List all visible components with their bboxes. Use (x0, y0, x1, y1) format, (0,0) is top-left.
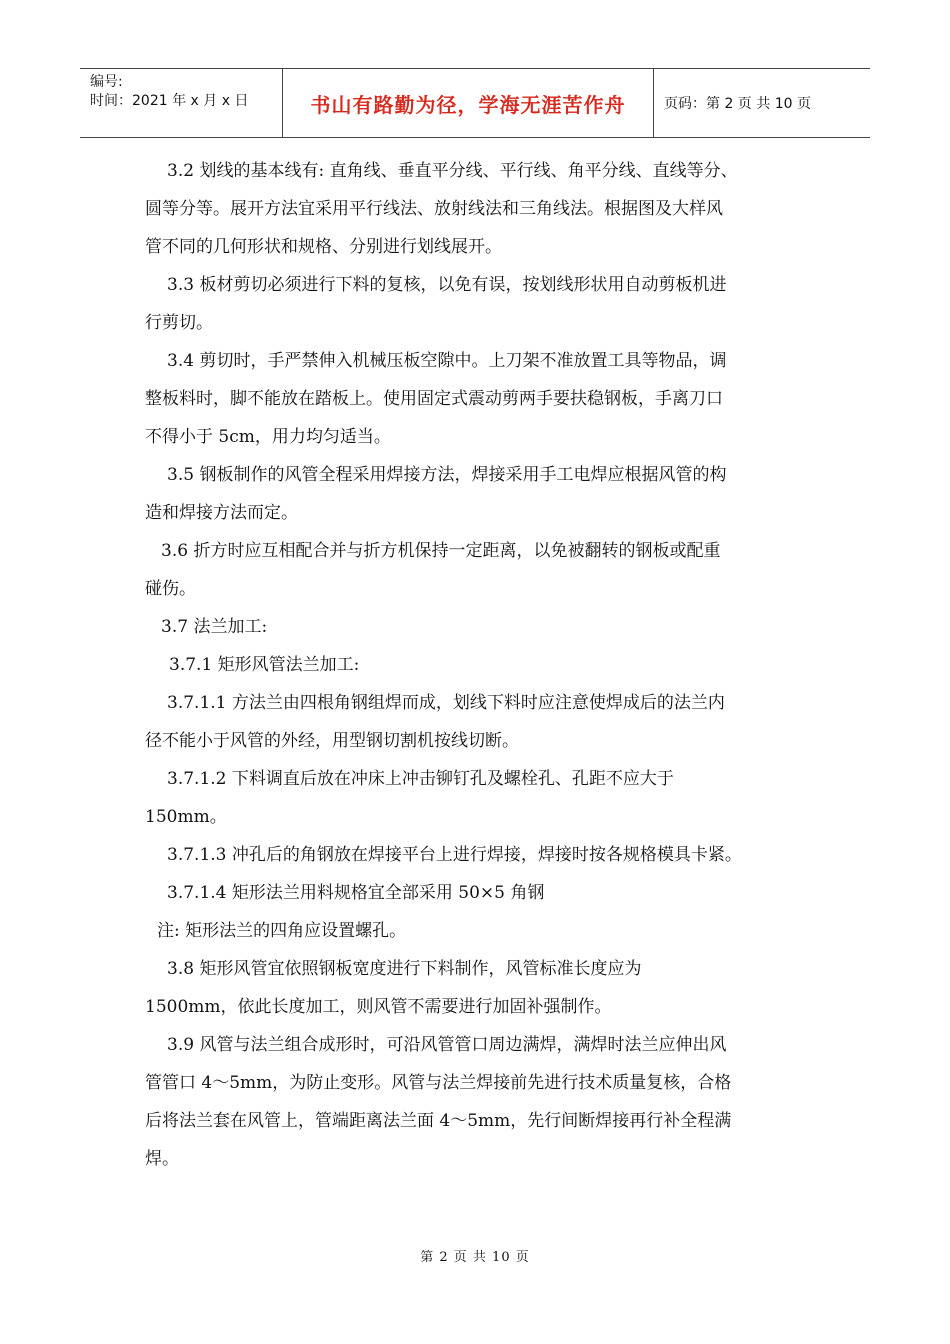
body-line: 碰伤。 (145, 579, 196, 599)
body-line: 3.8 矩形风管宜依照钢板宽度进行下料制作，风管标准长度应为 (167, 959, 642, 979)
header-motto: 书山有路勤为径，学海无涯苦作舟 (310, 92, 626, 117)
body-line: 圆等分等。展开方法宜采用平行线法、放射线法和三角线法。根据图及大样风 (145, 199, 723, 219)
page-footer: 第 2 页 共 10 页 (420, 1250, 530, 1265)
page-header (80, 68, 870, 138)
document-number-label: 编号: (90, 74, 123, 90)
body-line: 3.7 法兰加工: (161, 617, 268, 637)
body-line: 管管口 4～5mm，为防止变形。风管与法兰焊接前先进行技术质量复核，合格 (145, 1073, 732, 1093)
body-line: 后将法兰套在风管上，管端距离法兰面 4～5mm，先行间断焊接再行补全程满 (145, 1111, 732, 1131)
body-line: 不得小于 5cm，用力均匀适当。 (145, 427, 391, 447)
body-line: 3.5 钢板制作的风管全程采用焊接方法，焊接采用手工电焊应根据风管的构 (167, 465, 727, 485)
body-line: 管不同的几何形状和规格、分别进行划线展开。 (145, 237, 502, 257)
header-motto-cell (282, 69, 654, 137)
body-line: 3.3 板材剪切必须进行下料的复核，以免有误，按划线形状用自动剪板机进 (167, 275, 727, 295)
body-line: 3.7.1.4 矩形法兰用料规格宜全部采用 50×5 角钢 (167, 883, 545, 903)
header-left-cell (80, 69, 282, 137)
header-page-info: 页码：第 2 页 共 10 页 (664, 96, 811, 112)
body-line: 3.7.1 矩形风管法兰加工: (169, 655, 360, 675)
body-line: 3.7.1.3 冲孔后的角钢放在焊接平台上进行焊接，焊接时按各规格模具卡紧。 (167, 845, 742, 865)
body-line: 行剪切。 (145, 313, 213, 333)
body-line: 3.2 划线的基本线有: 直角线、垂直平分线、平行线、角平分线、直线等分、 (167, 161, 738, 181)
body-line: 150mm。 (145, 807, 227, 827)
document-body (145, 152, 815, 1178)
body-line: 1500mm，依此长度加工，则风管不需要进行加固补强制作。 (145, 997, 612, 1017)
body-note-line: 注: 矩形法兰的四角应设置螺孔。 (157, 921, 407, 941)
body-line: 径不能小于风管的外经，用型钢切割机按线切断。 (145, 731, 519, 751)
body-line: 焊。 (145, 1149, 179, 1169)
body-line: 整板料时，脚不能放在踏板上。使用固定式震动剪两手要扶稳钢板，手离刀口 (145, 389, 723, 409)
body-line: 3.9 风管与法兰组合成形时，可沿风管管口周边满焊，满焊时法兰应伸出风 (167, 1035, 727, 1055)
body-line: 3.4 剪切时，手严禁伸入机械压板空隙中。上刀架不准放置工具等物品，调 (167, 351, 727, 371)
body-line: 3.7.1.2 下料调直后放在冲床上冲击铆钉孔及螺栓孔、孔距不应大于 (167, 769, 674, 789)
header-page-cell (654, 69, 870, 137)
document-date: 时间：2021 年 x 月 x 日 (90, 93, 249, 109)
body-line: 3.7.1.1 方法兰由四根角钢组焊而成，划线下料时应注意使焊成后的法兰内 (167, 693, 725, 713)
body-line: 3.6 折方时应互相配合并与折方机保持一定距离，以免被翻转的钢板或配重 (161, 541, 721, 561)
body-line: 造和焊接方法而定。 (145, 503, 298, 523)
